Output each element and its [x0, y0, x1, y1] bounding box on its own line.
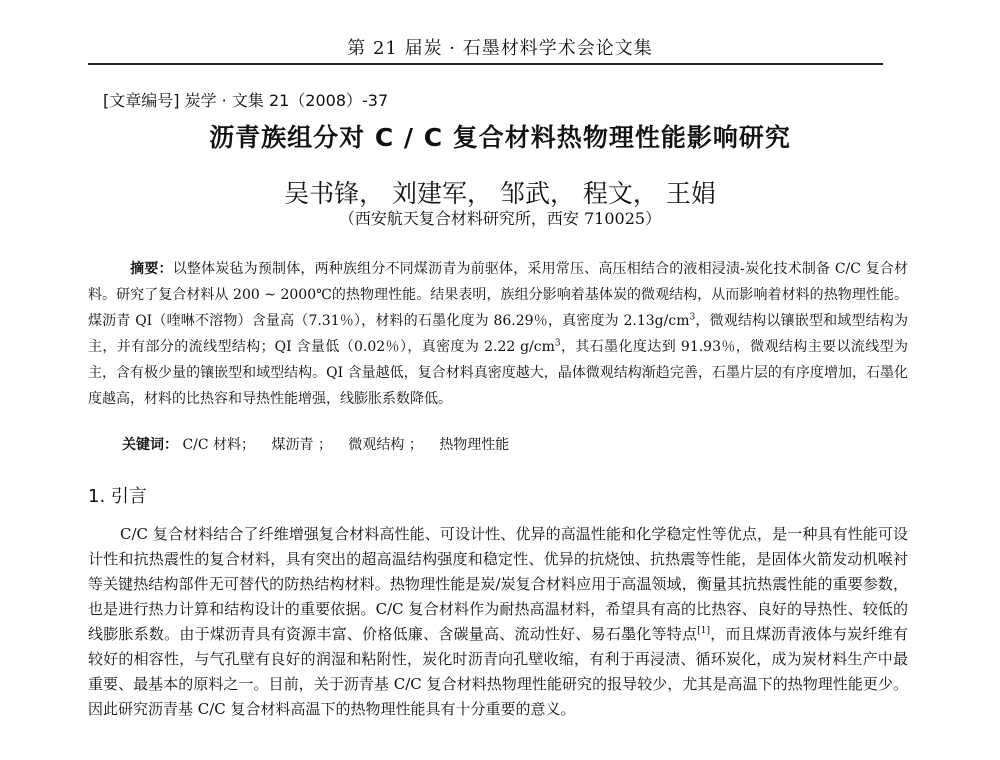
abstract-text-c: ，其石墨化度达到 91.93％，微观结构主要以流线型为主，含有极少量的镶嵌型和域型结构。QI 含量越低，复合材料真密度越大，晶体微观结构渐趋完善，石墨片层的有序度增加，石墨化度越高，材料的比热容和导热性能增强，线膨胀系数降低。: [88, 339, 909, 407]
paper-title: 沥青族组分对 C / C 复合材料热物理性能影响研究: [209, 123, 791, 152]
authors: 吴书锋， 刘建军， 邹武， 程文， 王娟: [284, 179, 716, 208]
citation: [1]: [697, 626, 710, 636]
section-heading: 1. 引言: [88, 486, 147, 507]
abstract-label: 摘要：: [130, 261, 173, 277]
abstract: [88, 256, 908, 412]
keywords-label: 关键词：: [122, 437, 178, 453]
keyword: 热物理性能: [439, 437, 510, 453]
running-header: 第 21 届炭 · 石墨材料学术会论文集: [347, 38, 653, 59]
article-id: [103, 88, 388, 111]
article-id-label: [文章编号]: [103, 91, 180, 110]
intro-paragraph: [88, 522, 908, 722]
abstract-text-a: 以整体炭毡为预制体，两种族组分不同煤沥青为前驱体，采用常压、高压相结合的液相浸渍-炭化技术制备 C/C 复合材料。研究了复合材料从 200 ~ 2000℃的热物理性能。结果表明，族组分影响着基体炭的微观结构，从而影响着材料的热物理性能。煤沥青 QI（喹啉不溶物）含量高（7.31％），材料的石墨化度为 86.29％，真密度为 2.13g/cm: [88, 261, 908, 329]
keyword: 微观结构 ；: [348, 437, 423, 453]
keyword: C/C 材料；: [182, 437, 256, 453]
superscript: 3: [554, 338, 561, 349]
intro-text-a: C/C 复合材料结合了纤维增强复合材料高性能、可设计性、优异的高温性能和化学稳定性等优点，是一种具有性能可设计性和抗热震性的复合材料，具有突出的超高温结构强度和稳定性、优异的抗烧蚀、抗热震等性能，是固体火箭发动机喉衬等关键热结构部件无可替代的防热结构材料。热物理性能是炭/炭复合材料应用于高温领域，衡量其抗热震性能的重要参数，也是进行热力计算和结构设计的重要依据。C/C 复合材料作为耐热高温材料，希望具有高的比热容、良好的导热性、较低的线膨胀系数。由于煤沥青具有资源丰富、价格低廉、含碳量高、流动性好、易石墨化等特点: [88, 525, 908, 643]
affiliation: （西安航天复合材料研究所，西安 710025）: [338, 209, 662, 228]
superscript: 3: [689, 312, 696, 323]
keyword: 煤沥青 ；: [271, 437, 332, 453]
article-id-value: 炭学 · 文集 21（2008）-37: [184, 91, 389, 110]
abstract-text-b: ，微观结构以镶嵌型和域型结构为主，并有部分的流线型结构；QI 含量低（0.02％），真密度为 2.22 g/cm: [88, 313, 908, 355]
header-rule: [88, 63, 883, 65]
keywords: [122, 432, 521, 458]
intro-text-b: ，而且煤沥青液体与炭纤维有较好的相容性，与气孔壁有良好的润湿和粘附性，炭化时沥青向孔壁收缩，有利于再浸渍、循环炭化，成为炭材料生产中最重要、最基本的原料之一。目前，关于沥青基 C/C 复合材料热物理性能研究的报导较少，尤其是高温下的热物理性能更少。因此研究沥青基 C/C 复合材料高温下的热物理性能具有十分重要的意义。: [88, 625, 908, 718]
